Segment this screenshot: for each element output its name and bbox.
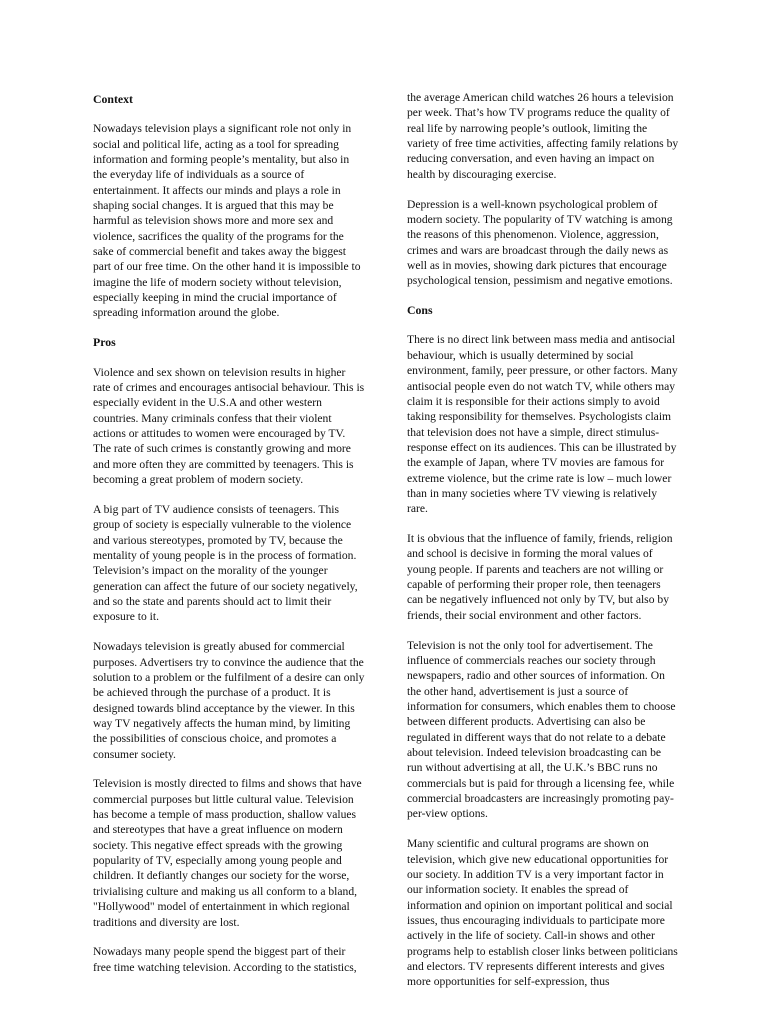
pros-heading: Pros: [93, 335, 116, 350]
pros-paragraph-3: Nowadays television is greatly abused for commercial purposes. Advertisers try to convince the audience that the solution to a problem or the fulfilment of a desire can only be achieved through the purchase of a product. It is designed towards blind acceptance by the viewer. In this way TV negatively affects the human mind, by limiting the possibilities of conscious choice, and promotes a consumer society.: [93, 640, 365, 761]
context-heading: Context: [93, 92, 133, 106]
left-column: [93, 90, 365, 990]
context-paragraph: Nowadays television plays a significant role not only in social and political life, acting as a tool for spreading information and forming people’s mentality, but also in the everyday life of individuals as a source of entertainment. It affects our minds and plays a role in shaping social changes. It is argued that this may be harmful as television shows more and more sex and violence, sacrifices the quality of the programs for the sake of commercial benefit and takes away the biggest part of our free time. On the other hand it is impossible to imagine the life of modern society without television, especially keeping in mind the crucial importance of spreading information around the globe.: [93, 122, 361, 320]
pros-paragraph-1: Violence and sex shown on television results in higher rate of crimes and encourages antisocial behaviour. This is especially evident in the U.S.A and other western countries. Many criminals confess that their violent actions or attitudes to women were encouraged by TV. The rate of such crimes is constantly growing and more and more often they are committed by teenagers. This is becoming a great problem of modern society.: [93, 365, 365, 487]
pros-paragraph-2: A big part of TV audience consists of teenagers. This group of society is especially vulnerable to the violence and various stereotypes, promoted by TV, because the mentality of young people is in the process of formation. Television’s impact on the morality of the younger generation can affect the future of our society negatively, and so the state and parents should act to limit their exposure to it.: [93, 502, 358, 624]
cons-paragraph-1: There is no direct link between mass media and antisocial behaviour, which is usually determined by social environment, family, peer pressure, or other factors. Many antisocial people even do not watch TV, while others may claim it is responsible for their actions simply to avoid taking responsibility for themselves. Psychologists claim that television does not have a simple, direct stimulus-response effect on its audiences. This can be illustrated by the example of Japan, where TV movies are famous for extreme violence, but the crime rate is low – much lower than in many societies where TV viewing is relatively rare.: [407, 333, 678, 516]
cons-paragraph-4: Many scientific and cultural programs are shown on television, which give new educational opportunities for our society. In addition TV is a very important factor in our information society. It enables the spread of information and opinion on important political and social issues, thus encouraging individuals to participate more actively in the life of society. Call-in shows and other programs help to establish closer links between politicians and electors. TV represents different interests and gives more opportunities for self-expression, thus: [407, 837, 678, 989]
depression-paragraph: Depression is a well-known psychological problem of modern society. The popularity of TV watching is among the reasons of this phenomenon. Violence, aggression, crimes and wars are broadcast through the daily news as well as in movies, showing dark pictures that encourage psychological tension, pessimism and negative emotions.: [407, 197, 673, 288]
continued-paragraph: the average American child watches 26 hours a television per week. That’s how TV programs reduce the quality of real life by narrowing people’s outlook, limiting the variety of free time activities, affecting family relations by reducing conversation, and even having an impact on health by discouraging exercise.: [407, 91, 679, 181]
pros-paragraph-5: Nowadays many people spend the biggest part of their free time watching television. According to the statistics,: [93, 945, 357, 974]
right-column: [407, 90, 679, 1004]
cons-heading: Cons: [407, 303, 433, 318]
cons-paragraph-2: It is obvious that the influence of family, friends, religion and school is decisive in forming the moral values of young people. If parents and teachers are not willing or capable of performing their proper role, then teenagers can be negatively influenced not only by TV, but also by friends, their social environment and other factors.: [407, 532, 673, 622]
pros-paragraph-4: Television is mostly directed to films and shows that have commercial purposes but little cultural value. Television has become a temple of mass production, shallow values and stereotypes that have a great influence on modern society. This negative effect spreads with the growing popularity of TV, especially among young people and children. It defiantly changes our society for the worse, trivialising culture and making us all conform to a bland, "Hollywood" model of entertainment in which regional traditions and diversity are lost.: [93, 777, 362, 929]
cons-paragraph-3: Television is not the only tool for advertisement. The influence of commercials reaches our society through newspapers, radio and other sources of information. On the other hand, advertisement is just a source of information for consumers, which enables them to choose between different products. Advertising can also be regulated in different ways that do not relate to a debate about television. Indeed television broadcasting can be run without advertising at all, the U.K.’s BBC runs no commercials but is paid for through a licensing fee, while commercial broadcasters are increasingly promoting pay-per-view options.: [407, 638, 676, 821]
